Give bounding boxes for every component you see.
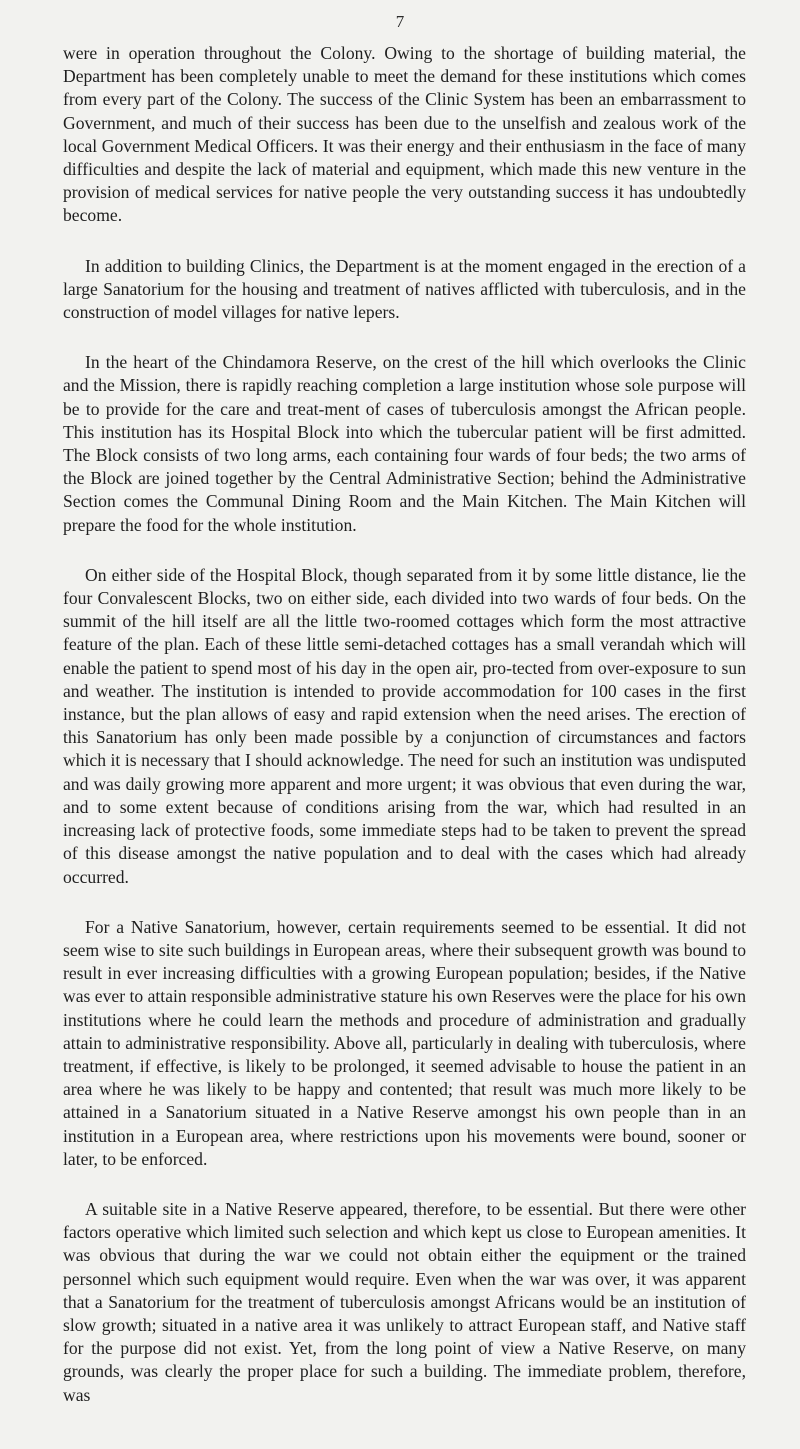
paragraph-building-shortage: were in operation throughout the Colony. Owing to the shortage of building material, the Department has been completely unable to meet the demand for these institutions which comes from every part of the Colony. The success of the Clinic System has been an embarrassment to Government, and much of their success has been due to the unselfish and zealous work of the local Government Medical Officers. It was their energy and their enthusiasm in the face of many difficulties and despite the lack of material and equipment, which made this new venture in the provision of medical services for native people the very outstanding success it has undoubtedly become. bbox=[63, 43, 746, 226]
paragraph-native-sanatorium-requirements: For a Native Sanatorium, however, certain requirements seemed to be essential. It did not seem wise to site such buildings in European areas, where their subsequent growth was bound to result in ever increasing difficulties with a growing European population; besides, if the Native was ever to attain responsible administrative stature his own Reserves were the place for his own institutions where he could learn the methods and procedure of administration and gradually attain to administrative responsibility. Above all, particularly in dealing with tuberculosis, where treatment, if effective, is likely to be prolonged, it seemed advisable to house the patient in an area where he was likely to be happy and contented; that result was much more likely to be attained in a Sanatorium situated in a Native Reserve amongst his own people than in an institution in a European area, where restrictions upon his movements were bound, sooner or later, to be enforced. bbox=[63, 916, 746, 1169]
paragraph-sanatorium-intro: In addition to building Clinics, the Department is at the moment engaged in the erection of a large Sanatorium for the housing and treatment of natives afflicted with tuberculosis, and in the construction of model villages for native lepers. bbox=[63, 255, 746, 323]
paragraph-site-selection: A suitable site in a Native Reserve appeared, therefore, to be essential. But there were other factors operative which limited such selection and which kept us close to European amenities. It was obvious that during the war we could not obtain either the equipment or the trained personnel which such equipment would require. Even when the war was over, it was apparent that a Sanatorium for the treatment of tuberculosis amongst Africans would be an institution of slow growth; situated in a native area it was unlikely to attract European staff, and Native staff for the purpose did not exist. Yet, from the long point of view a Native Reserve, on many grounds, was clearly the proper place for such a building. The immediate problem, therefore, was bbox=[63, 1198, 746, 1405]
paragraph-convalescent-blocks: On either side of the Hospital Block, though separated from it by some little distance, lie the four Convalescent Blocks, two on either side, each divided into two wards of four beds. On the summit of the hill itself are all the little two-roomed cottages which form the most attractive feature of the plan. Each of these little semi-detached cottages has a small verandah which will enable the patient to spend most of his day in the open air, pro-tected from over-exposure to sun and weather. The institution is intended to provide accommodation for 100 cases in the first instance, but the plan allows of easy and rapid extension when the need arises. The erection of this Sanatorium has only been made possible by a conjunction of circumstances and factors which it is necessary that I should acknowledge. The need for such an institution was undisputed and was daily growing more apparent and more urgent; it was obvious that even during the war, and to some extent because of conditions arising from the war, which had resulted in an increasing lack of protective foods, some immediate steps had to be taken to prevent the spread of this disease amongst the native population and to deal with the cases which had already occurred. bbox=[63, 564, 746, 887]
paragraph-chindamora-institution: In the heart of the Chindamora Reserve, on the crest of the hill which overlooks the Clinic and the Mission, there is rapidly reaching completion a large institution whose sole purpose will be to provide for the care and treat-ment of cases of tuberculosis amongst the African people. This institution has its Hospital Block into which the tubercular patient will be first admitted. The Block consists of two long arms, each containing four wards of four beds; the two arms of the Block are joined together by the Central Administrative Section; behind the Administrative Section comes the Communal Dining Room and the Main Kitchen. The Main Kitchen will prepare the food for the whole institution. bbox=[63, 352, 746, 535]
body-text bbox=[63, 42, 746, 1434]
page-number: 7 bbox=[395, 12, 405, 31]
